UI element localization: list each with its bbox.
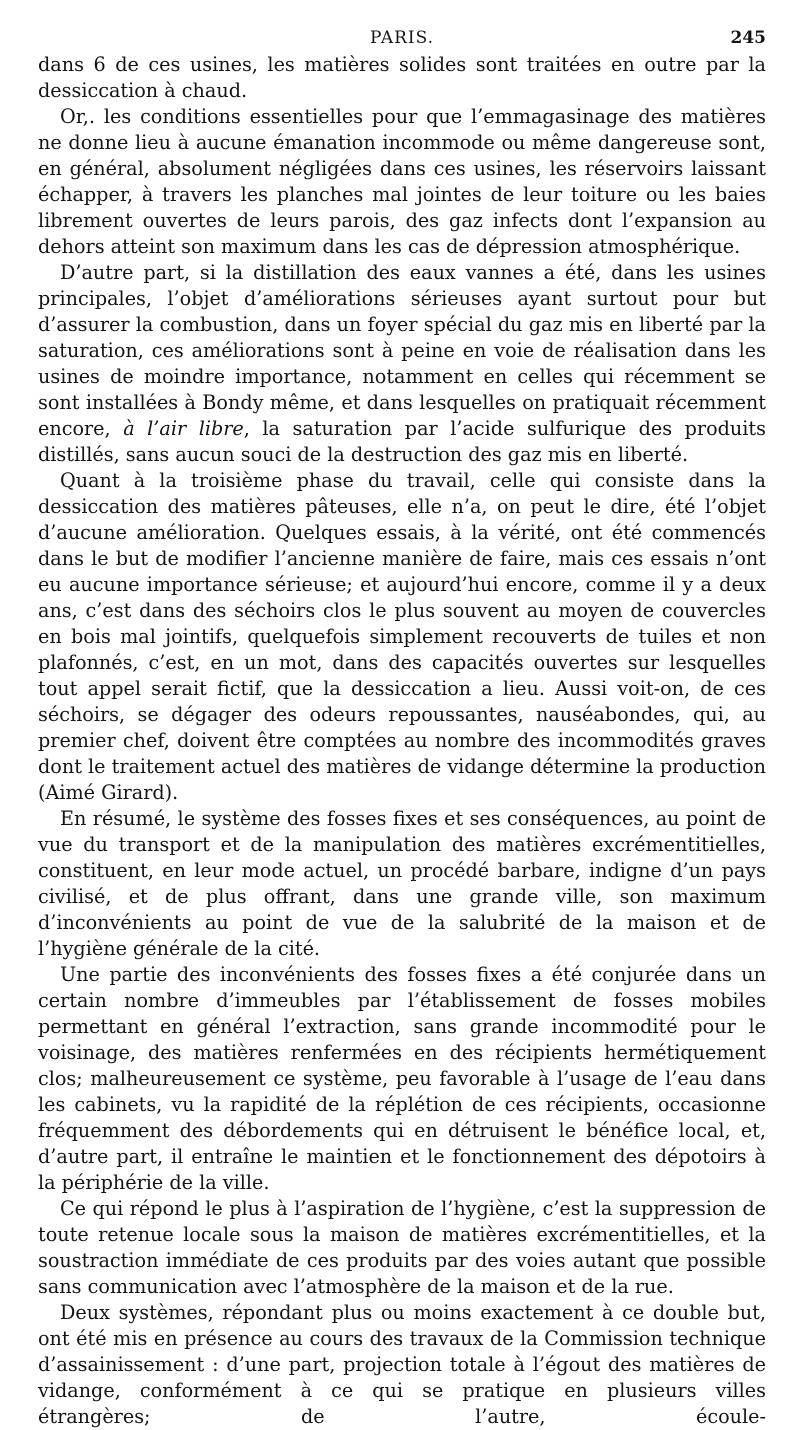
text-run: dans 6 de ces usines, les matières solides sont traitées en outre par la dessiccation à chaud. bbox=[38, 53, 766, 102]
paragraph bbox=[38, 104, 766, 260]
book-page bbox=[38, 28, 766, 1430]
paragraph bbox=[38, 1300, 766, 1430]
paragraph bbox=[38, 52, 766, 104]
text-run: Ce qui répond le plus à l’aspiration de l’hygiène, c’est la suppression de toute retenue locale sous la maison de matières excrémentitielles, et la soustraction immédiate de ces produits par des voies autant que possible sans communication avec l’atmosphère de la maison et de la rue. bbox=[38, 1197, 766, 1298]
paragraph bbox=[38, 468, 766, 806]
paragraph bbox=[38, 260, 766, 468]
running-title: PARIS. bbox=[369, 28, 435, 48]
text-run: Une partie des inconvénients des fosses fixes a été conjurée dans un certain nombre d’immeubles par l’établissement de fosses mobiles permettant en général l’extraction, sans grande incommodité pour le voisinage, des matières renfermées en des récipients hermétiquement clos; malheureusement ce système, peu favorable à l’usage de l’eau dans les cabinets, vu la rapidité de la réplétion de ces récipients, occasionne fréquemment des débordements qui en détruisent le bénéfice local, et, d’autre part, il entraîne le maintien et le fonctionnement des dépotoirs à la périphérie de la ville. bbox=[38, 963, 766, 1194]
paragraph bbox=[38, 1196, 766, 1300]
text-run: Quant à la troisième phase du travail, celle qui consiste dans la dessiccation des matières pâteuses, elle n’a, on peut le dire, été l’objet d’aucune amélioration. Quelques essais, à la vérité, ont été commencés dans le but de modifier l’ancienne manière de faire, mais ces essais n’ont eu aucune importance sérieuse; et aujourd’hui encore, comme il y a deux ans, c’est dans des séchoirs clos le plus souvent au moyen de couvercles en bois mal jointifs, quelquefois simplement recouverts de tuiles et non plafonnés, c’est, en un mot, dans des capacités ouvertes sur lesquelles tout appel serait fictif, que la dessiccation a lieu. Aussi voit-on, de ces séchoirs, se dégager des odeurs repoussantes, nauséabondes, qui, au premier chef, doivent être comptées au nombre des incommodités graves dont le traitement actuel des matières de vidange détermine la production (Aimé Girard). bbox=[38, 469, 766, 804]
text-run: Or,. les conditions essentielles pour que l’emmagasinage des matières ne donne lieu à aucune émanation incommode ou même dangereuse sont, en général, absolument négligées dans ces usines, les réservoirs laissant échapper, à travers les planches mal jointes de leur toiture ou les baies librement ouvertes de leurs parois, des gaz infects dont l’expansion au dehors atteint son maximum dans les cas de dépression atmosphérique. bbox=[38, 105, 766, 258]
text-run: , la saturation par l’acide sulfurique des produits distillés, sans aucun souci de la destruction des gaz mis en liberté. bbox=[38, 417, 766, 466]
text-run: D’autre part, si la distillation des eaux vannes a été, dans les usines principales, l’objet d’améliorations sérieuses ayant surtout pour but d’assurer la combustion, dans un foyer spécial du gaz mis en liberté par la saturation, ces améliorations sont à peine en voie de réalisation dans les usines de moindre importance, notamment en celles qui récemment se sont installées à Bondy même, et dans lesquelles on pratiquait récemment encore, bbox=[38, 261, 766, 440]
italic-phrase: à l’air libre bbox=[123, 417, 244, 440]
text-run: Deux systèmes, répondant plus ou moins exactement à ce double but, ont été mis en présence au cours des travaux de la Commission technique d’assainissement : d’une part, projection totale à l’égout des matières de vidange, conformément à ce qui se pratique en plusieurs villes étrangères; de l’autre, écoule- bbox=[38, 1301, 766, 1428]
paragraph bbox=[38, 962, 766, 1196]
text-run: En résumé, le système des fosses fixes et ses conséquences, au point de vue du transport et de la manipulation des matières excrémentitielles, constituent, en leur mode actuel, un procédé barbare, indigne d’un pays civilisé, et de plus offrant, dans une grande ville, son maximum d’inconvénients au point de vue de la salubrité de la maison et de l’hygiène générale de la cité. bbox=[38, 807, 766, 960]
paragraph bbox=[38, 806, 766, 962]
body-text bbox=[38, 52, 766, 1430]
running-header bbox=[38, 28, 766, 52]
page-number: 245 bbox=[730, 28, 766, 48]
